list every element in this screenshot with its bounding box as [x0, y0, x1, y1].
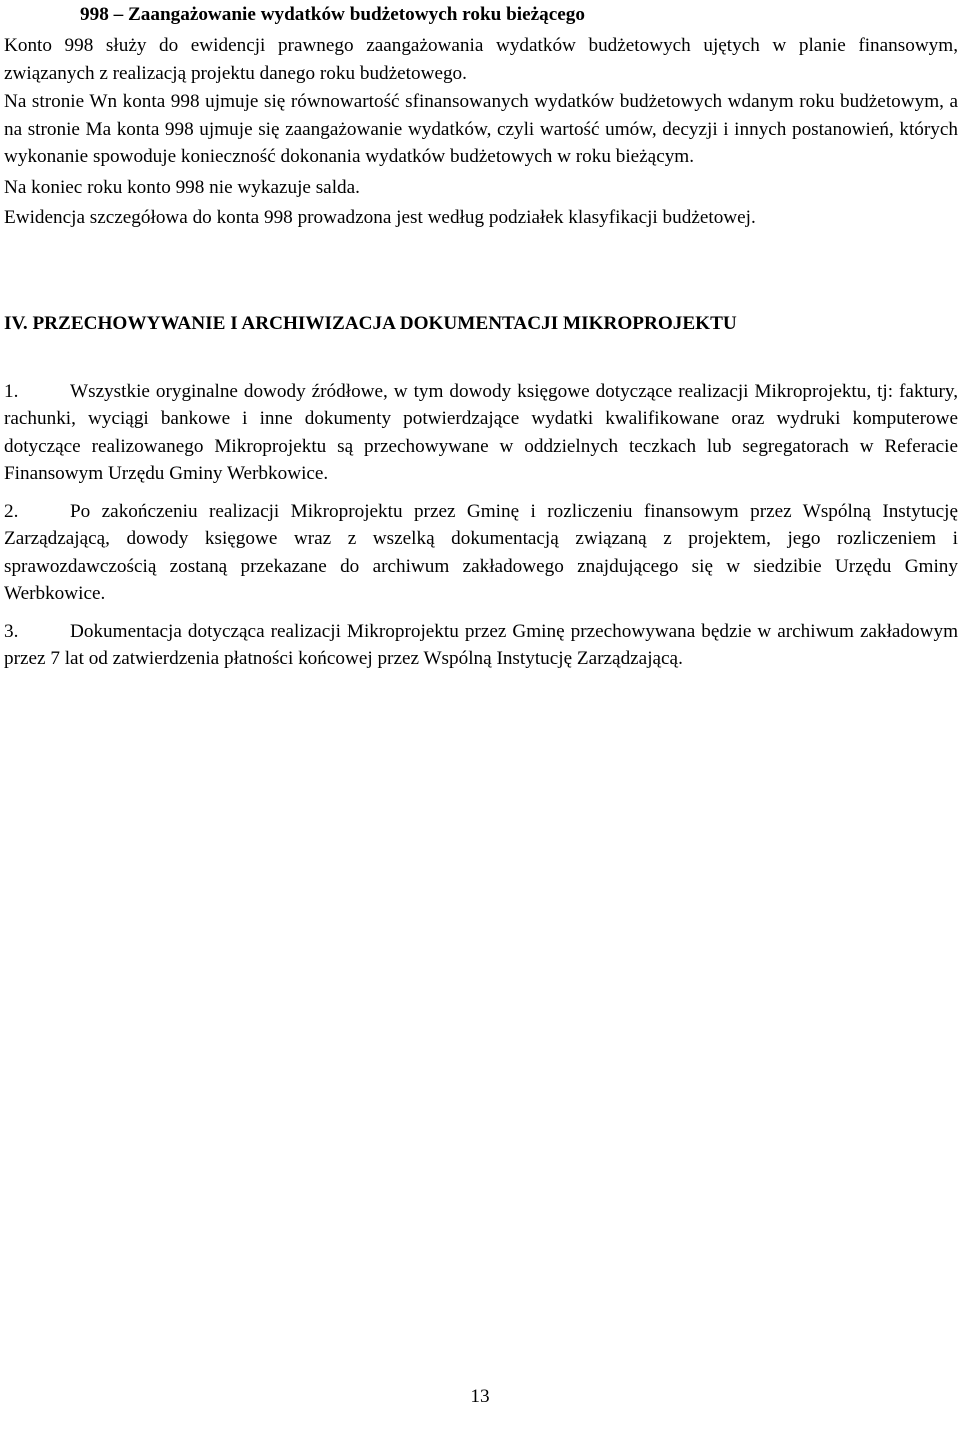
- paragraph-intro: Konto 998 służy do ewidencji prawnego zaangażowania wydatków budżetowych ujętych w planie finansowym, związanych z realizacją projektu danego roku budżetowego.: [4, 35, 958, 84]
- paragraph-ewidencja: Ewidencja szczegółowa do konta 998 prowadzona jest według podziałek klasyfikacji budżetowej.: [4, 207, 756, 228]
- list-number: 1.: [4, 380, 19, 402]
- list-text: Wszystkie oryginalne dowody źródłowe, w tym dowody księgowe dotyczące realizacji Mikroprojektu, tj: faktury, rachunki, wyciągi bankowe i inne dokumenty potwierdzające wydatki kwalifikowane oraz wydruki komputerowe dotyczące realizowanego Mikroprojektu są przechowywane w oddzielnych teczkach lub segregatorach w Referacie Finansowym Urzędu Gminy Werbkowice.: [4, 380, 958, 484]
- paragraph-saldo: Na koniec roku konto 998 nie wykazuje salda.: [4, 176, 360, 198]
- list-number: 2.: [4, 500, 19, 522]
- list-text: Dokumentacja dotycząca realizacji Mikroprojektu przez Gminę przechowywana będzie w archiwum zakładowym przez 7 lat od zatwierdzenia płatności końcowej przez Wspólną Instytucję Zarządzającą.: [4, 620, 958, 669]
- page-number: 13: [470, 1386, 490, 1407]
- document-page: [4, 0, 958, 673]
- paragraph-sides: Na stronie Wn konta 998 ujmuje się równowartość sfinansowanych wydatków budżetowych wdanym roku budżetowym, a na stronie Ma konta 998 ujmuje się zaangażowanie wydatków, czyli wartość umów, decyzji i innych postanowień, których wykonanie spowoduje konieczność dokonania wydatków budżetowych w roku bieżącym.: [4, 91, 958, 167]
- list-number: 3.: [4, 620, 19, 642]
- list-text: Po zakończeniu realizacji Mikroprojektu przez Gminę i rozliczeniu finansowym przez Wspólną Instytucję Zarządzającą, dowody księgowe wraz z wszelką dokumentacją związaną z projektem, jego rozliczeniem i sprawozdawczością zostaną przekazane do archiwum zakładowego znajdującego się w siedzibie Urzędu Gminy Werbkowice.: [4, 500, 958, 604]
- account-998-heading: 998 – Zaangażowanie wydatków budżetowych roku bieżącego: [80, 4, 585, 25]
- list-item-3: [4, 618, 958, 673]
- list-item-2: [4, 498, 958, 608]
- section-heading-iv: IV. PRZECHOWYWANIE I ARCHIWIZACJA DOKUMENTACJI MIKROPROJEKTU: [4, 312, 737, 334]
- list-item-1: [4, 378, 958, 488]
